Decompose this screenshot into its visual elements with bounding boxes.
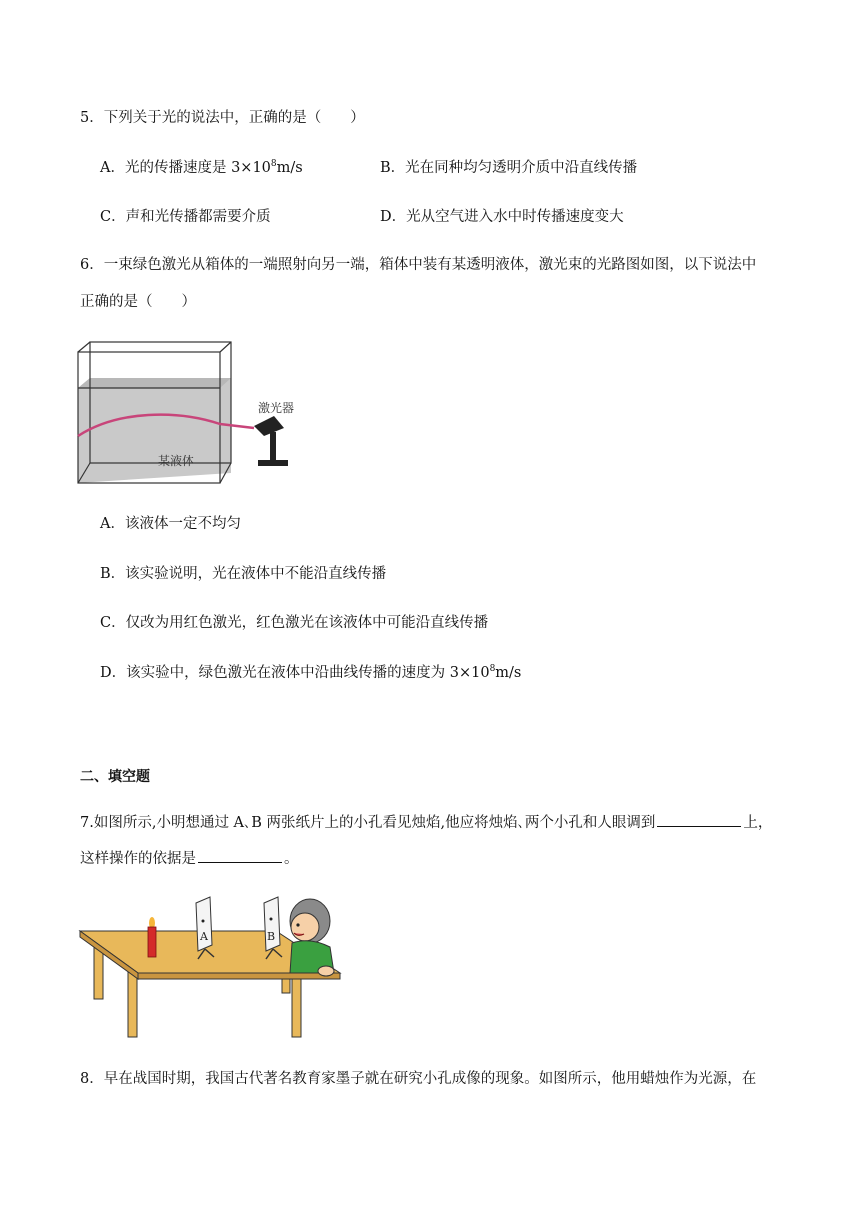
q6-option-d-exponent: 8 [489,664,496,674]
q7-stem-line1-end: 上， [743,815,773,831]
q7-stem-line2-text: 这样操作的依据是 [80,851,196,867]
laser-device [254,416,288,466]
liquid-volume [78,378,231,483]
q6-option-d [100,663,521,683]
q6-laser-tank-figure [78,340,308,485]
q5-stem: 5．下列关于光的说法中，正确的是（ ） [80,110,365,126]
liquid-top-surface [78,378,231,388]
q5-option-a-text: A．光的传播速度是 3×10 [100,160,271,176]
card-a-label: A [200,930,208,943]
q8-stem-line1: 8．早在战国时期，我国古代著名教育家墨子就在研究小孔成像的现象。如图所示，他用蜡烛作为光源，在 [80,1071,757,1087]
q7-blank-2[interactable] [198,848,282,863]
q5-option-c: C．声和光传播都需要介质 [100,209,271,225]
candle [148,917,156,957]
q5-option-a-unit: m/s [276,160,303,176]
card-b-label: B [267,930,276,943]
q6-option-b: B．该实验说明，光在液体中不能沿直线传播 [100,566,387,582]
q5-option-b: B．光在同种均匀透明介质中沿直线传播 [380,160,638,176]
q7-stem-line1-text: 7.如图所示,小明想通过 A､B 两张纸片上的小孔看见烛焰,他应将烛焰､两个小孔和人眼调到 [80,815,656,831]
q5-option-d: D．光从空气进入水中时传播速度变大 [380,209,624,225]
q6-option-a: A．该液体一定不均匀 [100,516,241,532]
q5-option-a [100,158,303,178]
q6-option-d-text: D．该实验中，绿色激光在液体中沿曲线传播的速度为 3×10 [100,665,490,681]
q7-stem-line2-end: 。 [284,851,299,867]
boy-observer [290,899,334,976]
q7-blank-1[interactable] [657,812,741,827]
q5-option-a-exponent: 8 [270,159,277,169]
q6-option-d-unit: m/s [495,665,522,681]
q7-stem-line2 [80,848,299,869]
section-title: 二、填空题 [80,769,150,785]
laser-label: 激光器 [258,401,295,415]
liquid-label: 某液体 [158,454,195,468]
q6-stem-line1: 6．一束绿色激光从箱体的一端照射向另一端，箱体中装有某透明液体，激光束的光路图如图，以下说法中 [80,257,757,273]
q7-pinhole-figure [78,893,343,1043]
q6-stem-line2: 正确的是（ ） [80,294,196,310]
q7-stem-line1 [80,812,772,833]
q6-option-c: C．仅改为用红色激光，红色激光在该液体中可能沿直线传播 [100,615,489,631]
